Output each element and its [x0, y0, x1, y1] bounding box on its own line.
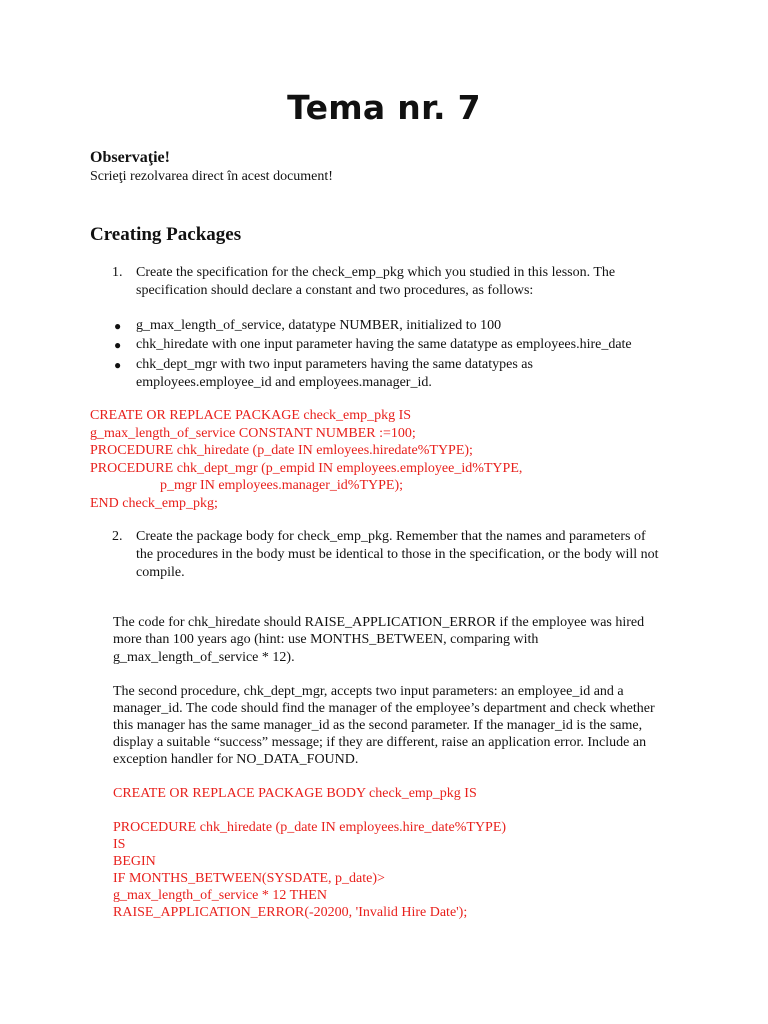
code-line: CREATE OR REPLACE PACKAGE BODY check_emp_pkg IS	[113, 786, 477, 801]
item-2-line-1: Create the package body for check_emp_pkg. Remember that the names and parameters of	[136, 529, 646, 544]
item-2-number: 2.	[112, 529, 123, 544]
paragraph-line: The code for chk_hiredate should RAISE_APPLICATION_ERROR if the employee was hired	[113, 615, 645, 630]
section-title: Creating Packages	[90, 224, 242, 245]
code-line: END check_emp_pkg;	[90, 496, 218, 511]
code-line: PROCEDURE chk_hiredate (p_date IN employees.hire_date%TYPE)	[113, 820, 507, 835]
item-1-number: 1.	[112, 265, 123, 280]
item-2-line-2: the procedures in the body must be identical to those in the specification, or the body will not	[136, 547, 659, 562]
code-line: PROCEDURE chk_hiredate (p_date IN emloyees.hiredate%TYPE);	[90, 443, 473, 458]
bullet-item: chk_hiredate with one input parameter having the same datatype as employees.hire_date	[136, 337, 632, 352]
page-title: Tema nr. 7	[287, 88, 481, 127]
code-line: g_max_length_of_service * 12 THEN	[113, 888, 327, 903]
code-line: CREATE OR REPLACE PACKAGE check_emp_pkg IS	[90, 408, 412, 423]
code-line: p_mgr IN employees.manager_id%TYPE);	[90, 478, 403, 493]
paragraph-line: g_max_length_of_service * 12).	[113, 650, 295, 665]
code-line: IF MONTHS_BETWEEN(SYSDATE, p_date)>	[113, 871, 385, 886]
bullet-item-continuation: employees.employee_id and employees.manager_id.	[136, 375, 432, 390]
observation-text: Scrieţi rezolvarea direct în acest document!	[90, 169, 333, 184]
paragraph-line: display a suitable “success” message; if they are different, raise an application error. Include an	[113, 735, 647, 750]
bullet-item: chk_dept_mgr with two input parameters having the same datatypes as	[136, 357, 533, 372]
paragraph-line: more than 100 years ago (hint: use MONTHS_BETWEEN, comparing with	[113, 632, 539, 647]
item-1-line-1: Create the specification for the check_emp_pkg which you studied in this lesson. The	[136, 265, 616, 280]
paragraph-line: The second procedure, chk_dept_mgr, accepts two input parameters: an employee_id and a	[113, 684, 624, 699]
bullet-dot: ●	[114, 358, 122, 372]
code-line: IS	[113, 837, 126, 852]
paragraph-line: manager_id. The code should find the manager of the employee’s department and check whether	[113, 701, 655, 716]
bullet-item: g_max_length_of_service, datatype NUMBER, initialized to 100	[136, 318, 502, 333]
item-1-line-2: specification should declare a constant and two procedures, as follows:	[136, 283, 534, 298]
bullet-dot: ●	[114, 319, 122, 333]
code-line: RAISE_APPLICATION_ERROR(-20200, 'Invalid Hire Date');	[113, 905, 468, 920]
bullet-dot: ●	[114, 338, 122, 352]
code-line: PROCEDURE chk_dept_mgr (p_empid IN employees.employee_id%TYPE,	[90, 461, 523, 476]
paragraph-line: this manager has the same manager_id as the second parameter. If the manager_id is the same,	[113, 718, 643, 733]
code-line: BEGIN	[113, 854, 156, 869]
observation-heading: Observaţie!	[90, 149, 170, 166]
paragraph-line: exception handler for NO_DATA_FOUND.	[113, 752, 359, 767]
item-2-line-3: compile.	[136, 565, 185, 580]
code-line: g_max_length_of_service CONSTANT NUMBER :=100;	[90, 426, 416, 441]
